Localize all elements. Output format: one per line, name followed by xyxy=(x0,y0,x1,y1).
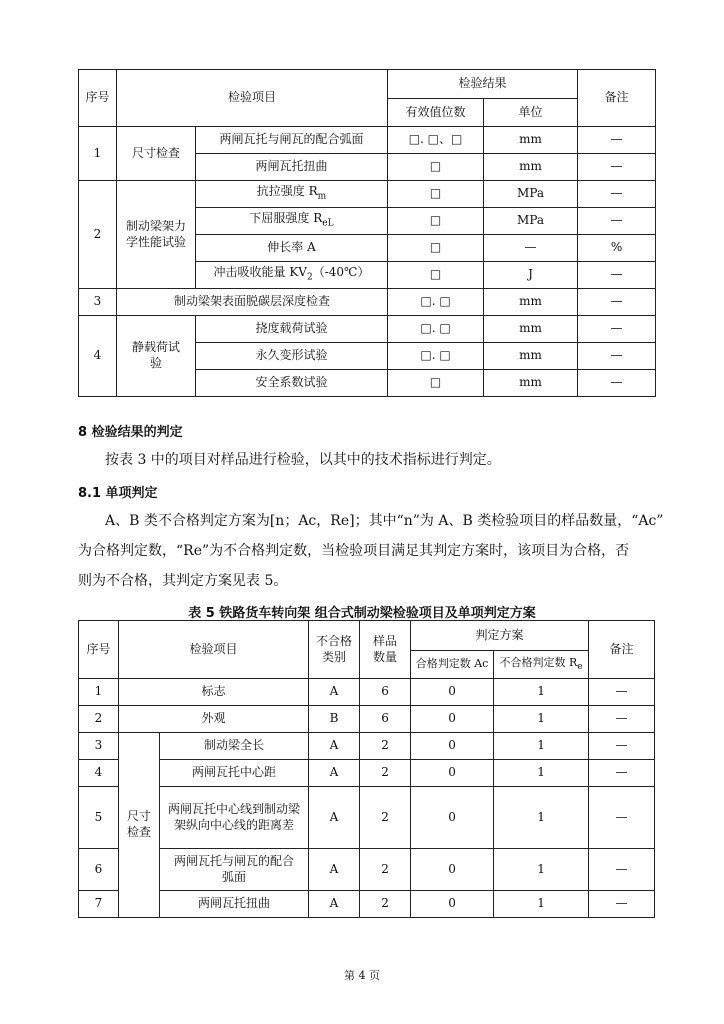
seq-cell: 2 xyxy=(79,181,117,289)
section-8-1-heading: 8.1 单项判定 xyxy=(78,486,158,501)
remark-cell: — xyxy=(589,787,655,849)
item-text: 抗拉强度 R xyxy=(256,184,318,199)
digits-cell: □ xyxy=(388,235,484,262)
digits-cell: □ xyxy=(388,208,484,235)
item-cell: 两闸瓦托中心距 xyxy=(160,760,309,787)
quantity-cell: 2 xyxy=(360,787,411,849)
quantity-cell: 6 xyxy=(360,679,411,706)
header-quantity: 样品数量 xyxy=(360,621,411,679)
digits-cell: □. □ xyxy=(388,316,484,343)
re-cell: 1 xyxy=(494,760,589,787)
seq-cell: 4 xyxy=(79,316,117,397)
item-cell: 标志 xyxy=(119,679,309,706)
item-cell xyxy=(196,181,388,208)
item-cell: 挠度载荷试验 xyxy=(196,316,388,343)
remark-cell: — xyxy=(578,154,656,181)
item-cell: 伸长率 A xyxy=(196,235,388,262)
unit-cell: mm xyxy=(484,343,578,370)
unit-cell: mm xyxy=(484,370,578,397)
remark-cell: — xyxy=(589,891,655,918)
ac-cell: 0 xyxy=(411,787,494,849)
quantity-cell: 6 xyxy=(360,706,411,733)
item-cell: 两闸瓦托扭曲 xyxy=(196,154,388,181)
header-digits: 有效值位数 xyxy=(388,99,484,127)
seq-cell: 3 xyxy=(79,289,117,316)
quantity-cell: 2 xyxy=(360,891,411,918)
section-8-1-line-2: 为合格判定数，“Re”为不合格判定数，当检验项目满足其判定方案时，该项目为合格，否 xyxy=(78,543,630,559)
seq-cell: 4 xyxy=(79,760,119,787)
digits-cell: □. □ xyxy=(388,343,484,370)
item-cell: 两闸瓦托中心线到制动梁架纵向中心线的距离差 xyxy=(160,787,309,849)
header-ac: 合格判定数 Ac xyxy=(411,651,494,679)
header-seq: 序号 xyxy=(79,70,117,127)
remark-cell: % xyxy=(578,235,656,262)
item-cell: 安全系数试验 xyxy=(196,370,388,397)
remark-cell: — xyxy=(589,760,655,787)
digits-cell: □ xyxy=(388,181,484,208)
ac-cell: 0 xyxy=(411,679,494,706)
remark-cell: — xyxy=(578,289,656,316)
digits-cell: □. □、□ xyxy=(388,127,484,154)
header-seq: 序号 xyxy=(79,621,119,679)
group-cell: 尺寸检查 xyxy=(119,733,160,918)
seq-cell: 2 xyxy=(79,706,119,733)
unit-cell: MPa xyxy=(484,181,578,208)
header-remark: 备注 xyxy=(578,70,656,127)
class-cell: B xyxy=(309,706,360,733)
header-unit: 单位 xyxy=(484,99,578,127)
quantity-cell: 2 xyxy=(360,760,411,787)
group-cell: 静载荷试验 xyxy=(117,316,196,397)
header-item: 检验项目 xyxy=(117,70,388,127)
page-number: 第 4 页 xyxy=(344,969,380,982)
item-subscript: 2 xyxy=(306,272,313,283)
unit-cell: mm xyxy=(484,154,578,181)
remark-cell: — xyxy=(578,370,656,397)
digits-cell: □ xyxy=(388,154,484,181)
header-item: 检验项目 xyxy=(119,621,309,679)
re-cell: 1 xyxy=(494,787,589,849)
item-cell xyxy=(196,208,388,235)
digits-cell: □. □ xyxy=(388,289,484,316)
item-cell: 永久变形试验 xyxy=(196,343,388,370)
quantity-cell: 2 xyxy=(360,849,411,891)
judgement-plan-table xyxy=(78,620,655,918)
quantity-cell: 2 xyxy=(360,733,411,760)
header-result: 检验结果 xyxy=(388,70,578,99)
item-text: 下屈服强度 R xyxy=(249,211,323,226)
re-cell: 1 xyxy=(494,891,589,918)
item-text: 冲击吸收能量 KV xyxy=(213,265,307,280)
seq-cell: 7 xyxy=(79,891,119,918)
section-8-heading: 8 检验结果的判定 xyxy=(78,425,183,440)
class-cell: A xyxy=(309,787,360,849)
re-cell: 1 xyxy=(494,679,589,706)
section-8-paragraph: 按表 3 中的项目对样品进行检验，以其中的技术指标进行判定。 xyxy=(105,452,501,468)
unit-cell: — xyxy=(484,235,578,262)
ac-cell: 0 xyxy=(411,706,494,733)
section-8-1-line-3: 则为不合格，其判定方案见表 5。 xyxy=(78,573,288,589)
header-class: 不合格类别 xyxy=(309,621,360,679)
re-cell: 1 xyxy=(494,849,589,891)
group-cell: 制动梁架力学性能试验 xyxy=(117,181,196,289)
item-tail: （-40℃） xyxy=(312,265,370,280)
class-cell: A xyxy=(309,891,360,918)
item-cell xyxy=(196,262,388,289)
seq-cell: 5 xyxy=(79,787,119,849)
header-re xyxy=(494,651,589,679)
remark-cell: — xyxy=(578,181,656,208)
ac-cell: 0 xyxy=(411,849,494,891)
unit-cell: MPa xyxy=(484,208,578,235)
class-cell: A xyxy=(309,679,360,706)
item-cell: 两闸瓦托与闸瓦的配合弧面 xyxy=(160,849,309,891)
re-cell: 1 xyxy=(494,733,589,760)
item-cell: 两闸瓦托扭曲 xyxy=(160,891,309,918)
inspection-result-table xyxy=(78,69,656,397)
seq-cell: 1 xyxy=(79,127,117,181)
item-cell: 两闸瓦托与闸瓦的配合弧面 xyxy=(196,127,388,154)
section-8-1-line-1: A、B 类不合格判定方案为[n；Ac，Re]；其中“n”为 A、B 类检验项目的样品数量，“Ac” xyxy=(105,513,664,529)
ac-cell: 0 xyxy=(411,891,494,918)
unit-cell: mm xyxy=(484,289,578,316)
remark-cell: — xyxy=(578,208,656,235)
remark-cell: — xyxy=(578,316,656,343)
unit-cell: mm xyxy=(484,127,578,154)
class-cell: A xyxy=(309,849,360,891)
remark-cell: — xyxy=(578,343,656,370)
class-cell: A xyxy=(309,733,360,760)
item-subscript: m xyxy=(317,191,327,202)
header-re-text: 不合格判定数 R xyxy=(499,655,578,669)
digits-cell: □ xyxy=(388,262,484,289)
group-cell: 尺寸检查 xyxy=(117,127,196,181)
digits-cell: □ xyxy=(388,370,484,397)
header-remark: 备注 xyxy=(589,621,655,679)
remark-cell: — xyxy=(589,849,655,891)
ac-cell: 0 xyxy=(411,760,494,787)
ac-cell: 0 xyxy=(411,733,494,760)
unit-cell: J xyxy=(484,262,578,289)
remark-cell: — xyxy=(578,262,656,289)
item-subscript: eL xyxy=(322,218,334,229)
header-re-subscript: e xyxy=(577,661,583,672)
item-cell: 制动梁全长 xyxy=(160,733,309,760)
remark-cell: — xyxy=(589,733,655,760)
class-cell: A xyxy=(309,760,360,787)
remark-cell: — xyxy=(589,706,655,733)
remark-cell: — xyxy=(578,127,656,154)
table-5-caption: 表 5 铁路货车转向架 组合式制动梁检验项目及单项判定方案 xyxy=(188,606,536,621)
re-cell: 1 xyxy=(494,706,589,733)
item-cell: 外观 xyxy=(119,706,309,733)
header-plan: 判定方案 xyxy=(411,621,589,651)
remark-cell: — xyxy=(589,679,655,706)
unit-cell: mm xyxy=(484,316,578,343)
seq-cell: 6 xyxy=(79,849,119,891)
seq-cell: 3 xyxy=(79,733,119,760)
item-cell: 制动梁架表面脱碳层深度检查 xyxy=(117,289,388,316)
seq-cell: 1 xyxy=(79,679,119,706)
